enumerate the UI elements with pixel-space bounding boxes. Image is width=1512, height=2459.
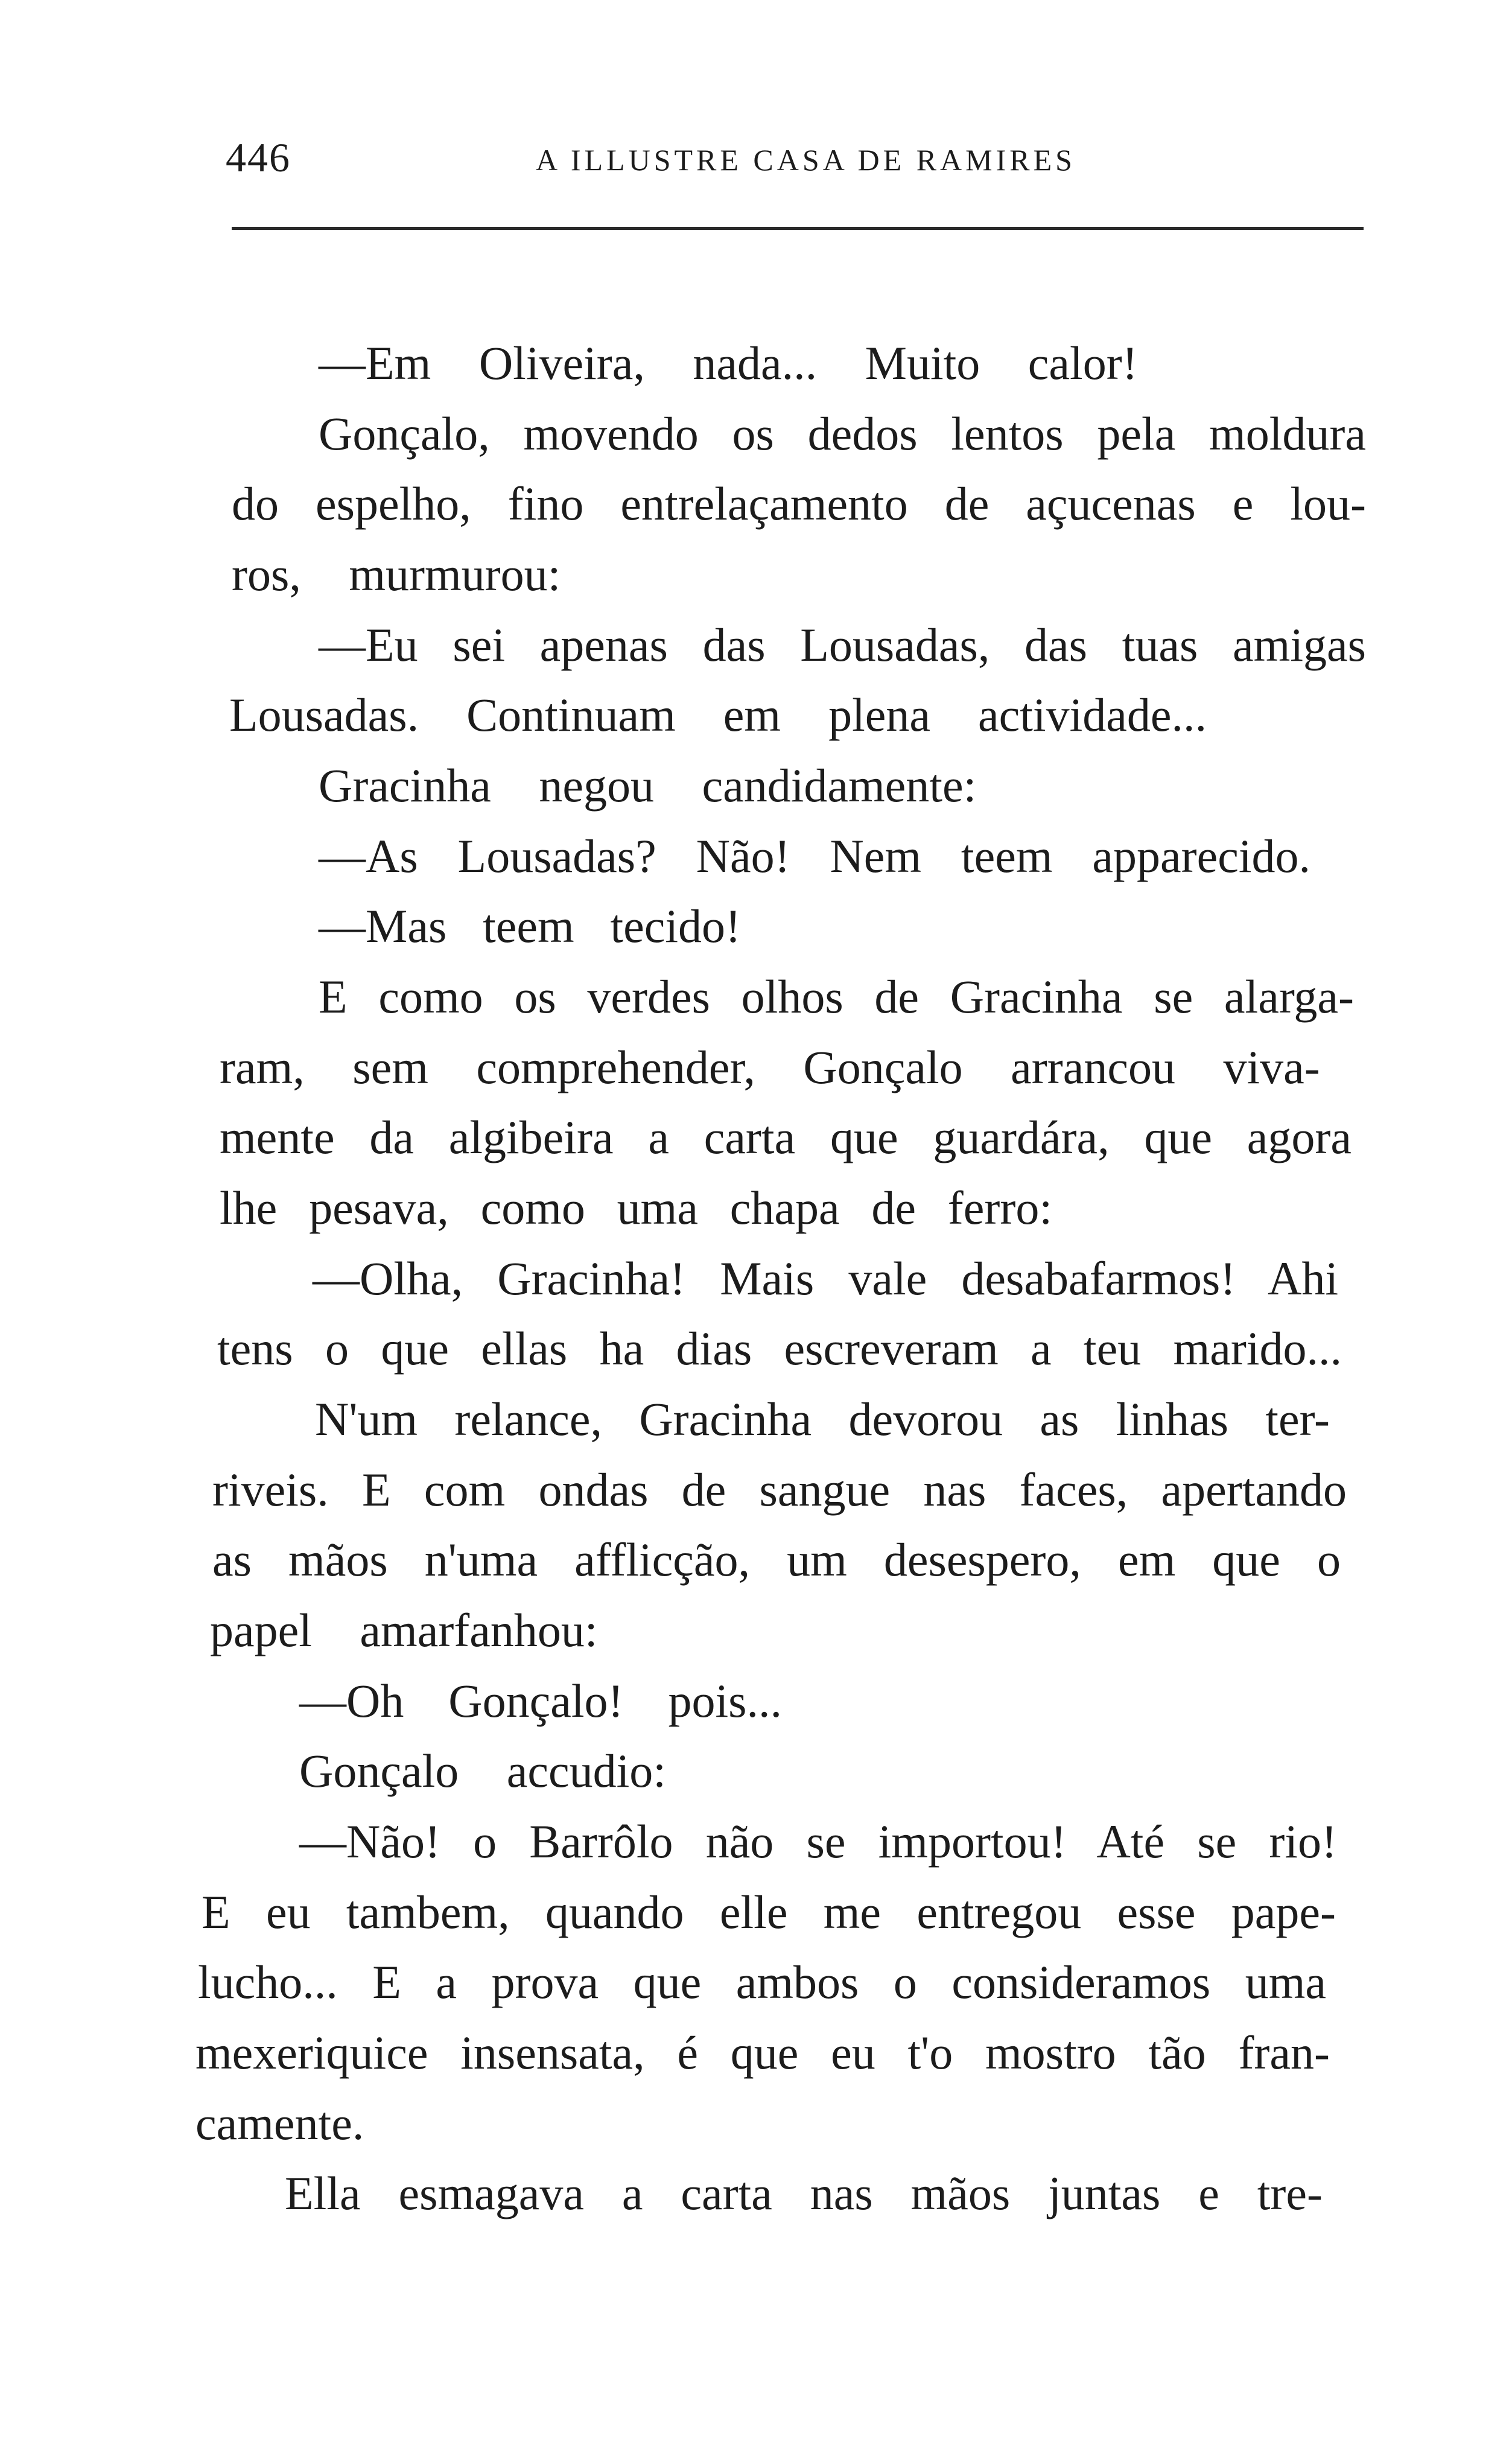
text-line: —Não! o Barrôlo não se importou! Até se rio! (299, 1815, 1337, 1868)
text-line: —As Lousadas? Não! Nem teem apparecido. (319, 830, 1310, 882)
page-number: 446 (226, 135, 291, 180)
text-line: E como os verdes olhos de Gracinha se alarga- (319, 970, 1354, 1023)
text-line: ros, murmurou: (232, 548, 561, 600)
text-line: ram, sem comprehender, Gonçalo arrancou viva- (220, 1041, 1320, 1093)
text-line: Lousadas. Continuam em plena actividade... (229, 689, 1207, 741)
text-line: Gracinha negou candidamente: (319, 759, 977, 812)
text-line: Gonçalo, movendo os dedos lentos pela moldura (319, 407, 1366, 460)
text-line: papel amarfanhou: (210, 1604, 598, 1656)
text-line: —Olha, Gracinha! Mais vale desabafarmos! Ahi (313, 1252, 1338, 1305)
text-line: N'um relance, Gracinha devorou as linhas ter- (315, 1393, 1330, 1445)
text-line: mexeriquice insensata, é que eu t'o mostro tão fran- (195, 2026, 1330, 2079)
text-line: Ella esmagava a carta nas mãos juntas e tre- (285, 2167, 1323, 2219)
text-line: lucho... E a prova que ambos o consideramos uma (198, 1956, 1326, 2008)
text-line: riveis. E com ondas de sangue nas faces, apertando (212, 1463, 1347, 1516)
text-line: E eu tambem, quando elle me entregou esse pape- (202, 1886, 1336, 1938)
text-line: —Eu sei apenas das Lousadas, das tuas amigas (319, 619, 1366, 671)
text-line: tens o que ellas ha dias escreveram a teu marido... (217, 1322, 1342, 1375)
running-title: A ILLUSTRE CASA DE RAMIRES (536, 143, 1076, 177)
text-line: as mãos n'uma afflicção, um desespero, em que o (212, 1533, 1341, 1586)
text-line: —Mas teem tecido! (319, 900, 741, 952)
text-line: Gonçalo accudio: (299, 1745, 666, 1797)
text-line: mente da algibeira a carta que guardára, que agora (220, 1111, 1352, 1163)
text-line: camente. (195, 2097, 364, 2149)
text-line: —Em Oliveira, nada... Muito calor! (319, 337, 1138, 389)
text-line: —Oh Gonçalo! pois... (299, 1675, 782, 1727)
text-line: do espelho, fino entrelaçamento de açucenas e lou- (232, 477, 1366, 530)
text-line: lhe pesava, como uma chapa de ferro: (220, 1182, 1052, 1234)
